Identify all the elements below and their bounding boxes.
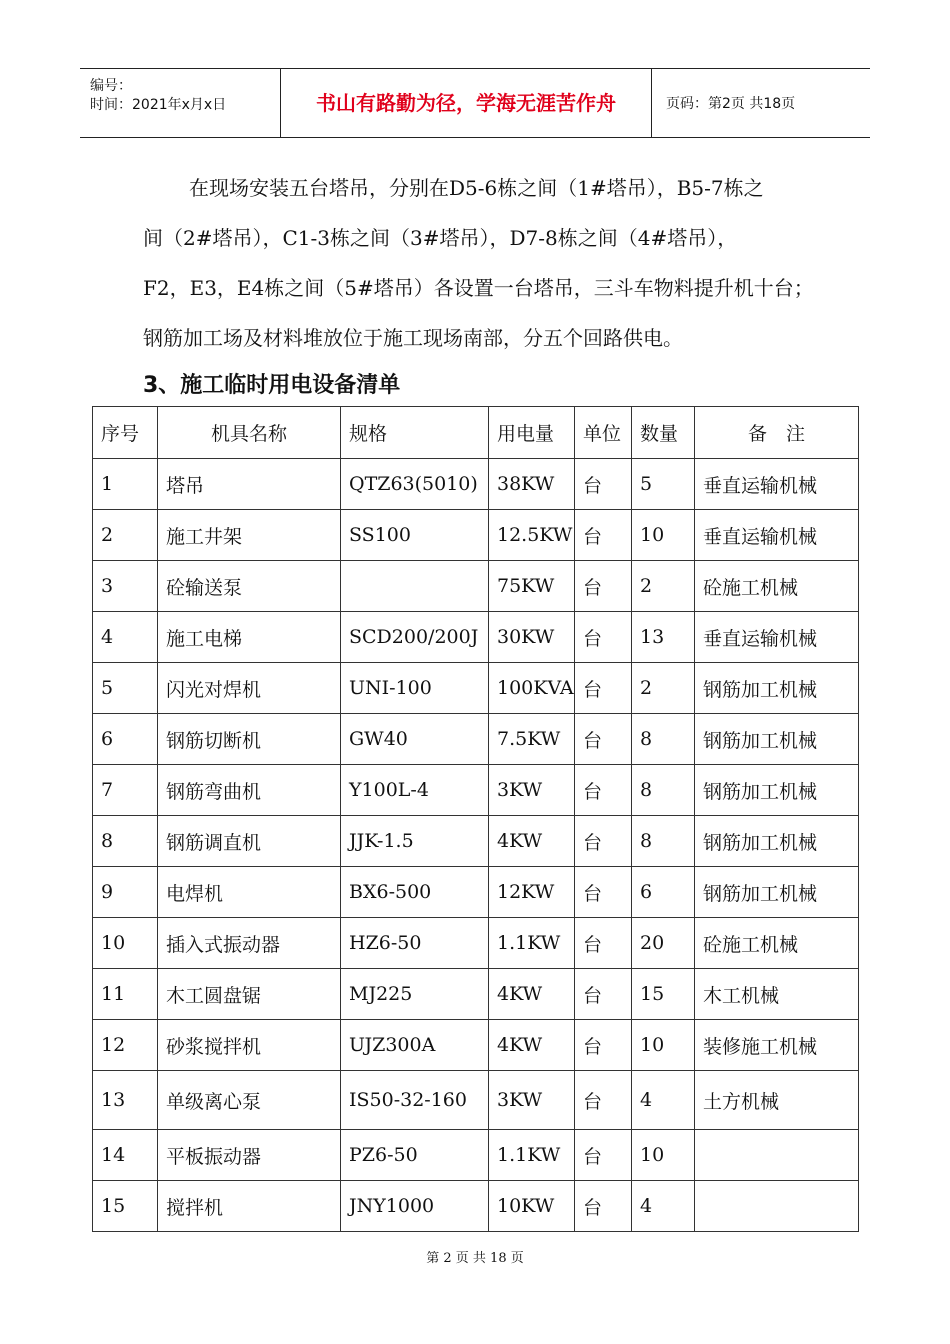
row-unit-cell: 台 bbox=[575, 714, 632, 765]
row-remarks-cell: 钢筋加工机械 bbox=[695, 663, 859, 714]
document-date-label: 时间：2021年x月x日 bbox=[90, 97, 227, 113]
row-remarks-cell: 砼施工机械 bbox=[695, 918, 859, 969]
row-quantity-cell: 2 bbox=[632, 663, 695, 714]
row-power-cell: 30KW bbox=[489, 612, 575, 663]
row-quantity-cell: 10 bbox=[632, 1020, 695, 1071]
row-index-cell: 11 bbox=[93, 969, 158, 1020]
paragraph-line-4: 钢筋加工场及材料堆放位于施工现场南部，分五个回路供电。 bbox=[143, 326, 683, 350]
row-index-cell: 1 bbox=[93, 459, 158, 510]
page-footer: 第 2 页 共 18 页 bbox=[426, 1251, 524, 1266]
table-row bbox=[93, 1020, 859, 1071]
col-header-unit: 单位 bbox=[575, 407, 632, 459]
row-power-cell: 1.1KW bbox=[489, 918, 575, 969]
row-spec-cell: SCD200/200J bbox=[341, 612, 489, 663]
row-remarks-cell bbox=[695, 1181, 859, 1232]
table-row bbox=[93, 918, 859, 969]
header-page-number: 页码：第2页 共18页 bbox=[666, 96, 796, 112]
table-row bbox=[93, 867, 859, 918]
row-unit-cell: 台 bbox=[575, 918, 632, 969]
row-remarks-cell: 土方机械 bbox=[695, 1071, 859, 1130]
header-motto: 书山有路勤为径，学海无涯苦作舟 bbox=[281, 69, 652, 137]
row-quantity-cell: 13 bbox=[632, 612, 695, 663]
row-remarks-cell: 钢筋加工机械 bbox=[695, 816, 859, 867]
row-remarks-cell: 钢筋加工机械 bbox=[695, 765, 859, 816]
row-quantity-cell: 6 bbox=[632, 867, 695, 918]
row-spec-cell: UNI-100 bbox=[341, 663, 489, 714]
row-spec-cell: HZ6-50 bbox=[341, 918, 489, 969]
row-name-cell: 电焊机 bbox=[158, 867, 341, 918]
table-row bbox=[93, 1071, 859, 1130]
row-index-cell: 4 bbox=[93, 612, 158, 663]
row-index-cell: 2 bbox=[93, 510, 158, 561]
paragraph-line-1: 在现场安装五台塔吊，分别在D5-6栋之间（1#塔吊），B5-7栋之 bbox=[189, 176, 764, 200]
row-quantity-cell: 8 bbox=[632, 714, 695, 765]
row-index-cell: 8 bbox=[93, 816, 158, 867]
row-quantity-cell: 8 bbox=[632, 765, 695, 816]
row-unit-cell: 台 bbox=[575, 816, 632, 867]
row-index-cell: 9 bbox=[93, 867, 158, 918]
row-remarks-cell: 钢筋加工机械 bbox=[695, 867, 859, 918]
row-remarks-cell: 垂直运输机械 bbox=[695, 510, 859, 561]
document-number-label: 编号： bbox=[90, 78, 132, 94]
row-quantity-cell: 5 bbox=[632, 459, 695, 510]
row-remarks-cell: 木工机械 bbox=[695, 969, 859, 1020]
row-name-cell: 施工电梯 bbox=[158, 612, 341, 663]
row-remarks-cell: 钢筋加工机械 bbox=[695, 714, 859, 765]
row-power-cell: 7.5KW bbox=[489, 714, 575, 765]
table-row bbox=[93, 510, 859, 561]
row-spec-cell: PZ6-50 bbox=[341, 1130, 489, 1181]
row-spec-cell: UJZ300A bbox=[341, 1020, 489, 1071]
table-row bbox=[93, 816, 859, 867]
row-name-cell: 砂浆搅拌机 bbox=[158, 1020, 341, 1071]
row-power-cell: 10KW bbox=[489, 1181, 575, 1232]
row-remarks-cell: 砼施工机械 bbox=[695, 561, 859, 612]
col-header-spec: 规格 bbox=[341, 407, 489, 459]
row-remarks-cell: 垂直运输机械 bbox=[695, 459, 859, 510]
table-row bbox=[93, 765, 859, 816]
row-name-cell: 钢筋调直机 bbox=[158, 816, 341, 867]
row-quantity-cell: 20 bbox=[632, 918, 695, 969]
row-power-cell: 12.5KW bbox=[489, 510, 575, 561]
row-spec-cell: SS100 bbox=[341, 510, 489, 561]
table-row bbox=[93, 1181, 859, 1232]
row-name-cell: 钢筋弯曲机 bbox=[158, 765, 341, 816]
row-unit-cell: 台 bbox=[575, 1071, 632, 1130]
row-name-cell: 插入式振动器 bbox=[158, 918, 341, 969]
row-index-cell: 12 bbox=[93, 1020, 158, 1071]
row-spec-cell: IS50-32-160 bbox=[341, 1071, 489, 1130]
row-remarks-cell bbox=[695, 1130, 859, 1181]
section-heading: 3、施工临时用电设备清单 bbox=[143, 373, 401, 398]
table-row bbox=[93, 969, 859, 1020]
row-spec-cell: MJ225 bbox=[341, 969, 489, 1020]
table-header-row bbox=[93, 407, 859, 459]
row-index-cell: 15 bbox=[93, 1181, 158, 1232]
row-power-cell: 100KVA bbox=[489, 663, 575, 714]
row-spec-cell: JNY1000 bbox=[341, 1181, 489, 1232]
row-name-cell: 钢筋切断机 bbox=[158, 714, 341, 765]
row-power-cell: 3KW bbox=[489, 765, 575, 816]
equipment-table bbox=[92, 406, 859, 1232]
row-quantity-cell: 10 bbox=[632, 1130, 695, 1181]
row-quantity-cell: 10 bbox=[632, 510, 695, 561]
table-row bbox=[93, 714, 859, 765]
page-header bbox=[80, 68, 870, 138]
row-spec-cell: Y100L-4 bbox=[341, 765, 489, 816]
row-power-cell: 3KW bbox=[489, 1071, 575, 1130]
row-unit-cell: 台 bbox=[575, 1181, 632, 1232]
row-power-cell: 1.1KW bbox=[489, 1130, 575, 1181]
row-name-cell: 施工井架 bbox=[158, 510, 341, 561]
row-power-cell: 4KW bbox=[489, 816, 575, 867]
row-unit-cell: 台 bbox=[575, 1130, 632, 1181]
table-row bbox=[93, 459, 859, 510]
table-row bbox=[93, 561, 859, 612]
col-header-quantity: 数量 bbox=[632, 407, 695, 459]
paragraph-line-3: F2，E3，E4栋之间（5#塔吊）各设置一台塔吊，三斗车物料提升机十台； bbox=[143, 276, 814, 300]
row-unit-cell: 台 bbox=[575, 867, 632, 918]
row-name-cell: 单级离心泵 bbox=[158, 1071, 341, 1130]
row-name-cell: 闪光对焊机 bbox=[158, 663, 341, 714]
paragraph-line-2: 间（2#塔吊），C1-3栋之间（3#塔吊），D7-8栋之间（4#塔吊）， bbox=[143, 226, 738, 250]
row-quantity-cell: 2 bbox=[632, 561, 695, 612]
table-row bbox=[93, 612, 859, 663]
row-quantity-cell: 4 bbox=[632, 1181, 695, 1232]
row-unit-cell: 台 bbox=[575, 561, 632, 612]
row-unit-cell: 台 bbox=[575, 510, 632, 561]
row-unit-cell: 台 bbox=[575, 765, 632, 816]
row-index-cell: 10 bbox=[93, 918, 158, 969]
row-name-cell: 木工圆盘锯 bbox=[158, 969, 341, 1020]
row-quantity-cell: 8 bbox=[632, 816, 695, 867]
row-power-cell: 12KW bbox=[489, 867, 575, 918]
row-name-cell: 塔吊 bbox=[158, 459, 341, 510]
row-index-cell: 13 bbox=[93, 1071, 158, 1130]
row-unit-cell: 台 bbox=[575, 612, 632, 663]
row-quantity-cell: 15 bbox=[632, 969, 695, 1020]
row-name-cell: 搅拌机 bbox=[158, 1181, 341, 1232]
row-power-cell: 75KW bbox=[489, 561, 575, 612]
table-row bbox=[93, 1130, 859, 1181]
row-power-cell: 38KW bbox=[489, 459, 575, 510]
row-name-cell: 砼输送泵 bbox=[158, 561, 341, 612]
row-index-cell: 5 bbox=[93, 663, 158, 714]
row-name-cell: 平板振动器 bbox=[158, 1130, 341, 1181]
row-spec-cell: BX6-500 bbox=[341, 867, 489, 918]
col-header-remarks: 备 注 bbox=[695, 407, 859, 459]
col-header-name: 机具名称 bbox=[158, 407, 341, 459]
row-power-cell: 4KW bbox=[489, 969, 575, 1020]
row-unit-cell: 台 bbox=[575, 969, 632, 1020]
row-spec-cell: JJK-1.5 bbox=[341, 816, 489, 867]
col-header-index: 序号 bbox=[93, 407, 158, 459]
row-spec-cell bbox=[341, 561, 489, 612]
row-unit-cell: 台 bbox=[575, 459, 632, 510]
row-remarks-cell: 装修施工机械 bbox=[695, 1020, 859, 1071]
row-index-cell: 3 bbox=[93, 561, 158, 612]
row-unit-cell: 台 bbox=[575, 1020, 632, 1071]
col-header-power: 用电量 bbox=[489, 407, 575, 459]
row-remarks-cell: 垂直运输机械 bbox=[695, 612, 859, 663]
header-meta bbox=[80, 69, 281, 137]
row-index-cell: 6 bbox=[93, 714, 158, 765]
row-spec-cell: GW40 bbox=[341, 714, 489, 765]
table-row bbox=[93, 663, 859, 714]
row-spec-cell: QTZ63(5010) bbox=[341, 459, 489, 510]
row-index-cell: 14 bbox=[93, 1130, 158, 1181]
row-unit-cell: 台 bbox=[575, 663, 632, 714]
row-index-cell: 7 bbox=[93, 765, 158, 816]
row-quantity-cell: 4 bbox=[632, 1071, 695, 1130]
row-power-cell: 4KW bbox=[489, 1020, 575, 1071]
